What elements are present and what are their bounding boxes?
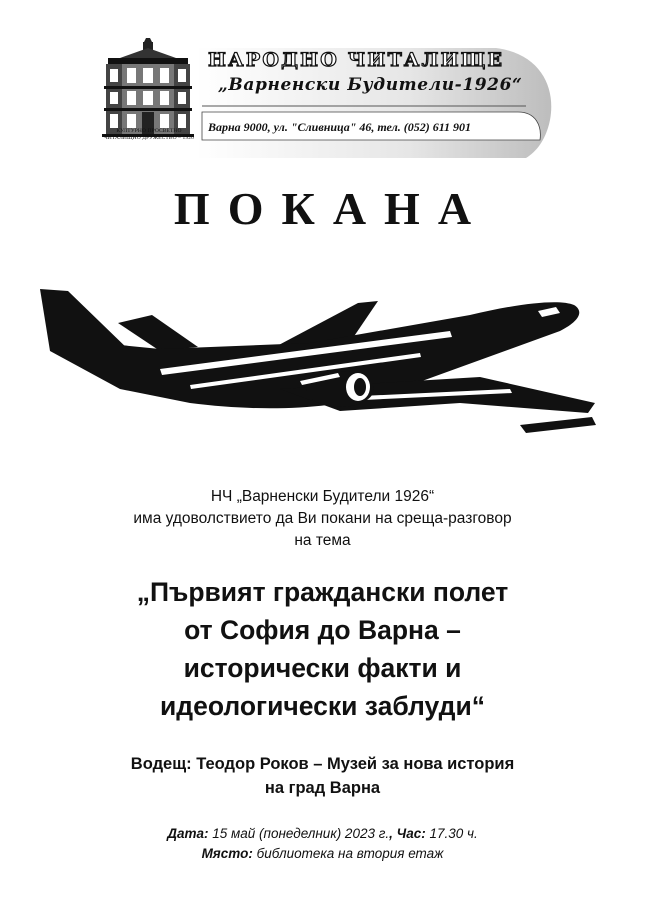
host-line2: на град Варна <box>264 779 381 797</box>
date-label: Дата: <box>167 826 209 841</box>
org-address: Варна 9000, ул. "Сливница" 46, тел. (052) 611 901 <box>208 120 472 134</box>
invitation-title: ПОКАНА <box>173 183 490 234</box>
intro-line2: има удоволствието да Ви покани на среща-разговор <box>133 510 512 527</box>
logo-caption-line1: КУЛТУРНО ПРОСВЕТНО <box>116 128 182 134</box>
date-time-line <box>0 824 645 844</box>
time-value: 17.30 ч. <box>429 826 478 841</box>
logo-caption-line2: ЧИТАЛИЩНО ДРУЖЕСТВО – 1926 <box>104 135 194 141</box>
intro-line3: на тема <box>294 532 351 549</box>
org-banner <box>196 48 552 160</box>
date-value: 15 май (понеделник) 2023 г. <box>212 826 390 841</box>
time-label: Час: <box>396 826 426 841</box>
topic-line3: исторически факти и <box>183 653 462 683</box>
intro-text <box>0 486 645 552</box>
topic-line4: идеологически заблуди“ <box>159 691 485 721</box>
event-details <box>0 824 645 864</box>
place-line <box>0 844 645 864</box>
logo-caption <box>94 128 204 142</box>
org-name-line2: „Варненски Будители-1926“ <box>218 75 523 95</box>
event-host <box>0 752 645 800</box>
event-topic <box>0 573 645 725</box>
airplane-icon <box>40 285 600 455</box>
letterhead <box>0 0 645 175</box>
place-label: Място: <box>201 846 253 861</box>
topic-line1: „Първият граждански полет <box>136 577 509 607</box>
intro-line1: НЧ „Варненски Будители 1926“ <box>210 488 435 505</box>
host-line1: Водещ: Теодор Роков – Музей за нова история <box>130 755 515 773</box>
separator-comma: , <box>389 826 393 841</box>
org-name-line1: НАРОДНО ЧИТАЛИЩЕ <box>208 49 505 71</box>
place-value: библиотека на втория етаж <box>256 846 444 861</box>
topic-line2: от София до Варна – <box>184 615 461 645</box>
